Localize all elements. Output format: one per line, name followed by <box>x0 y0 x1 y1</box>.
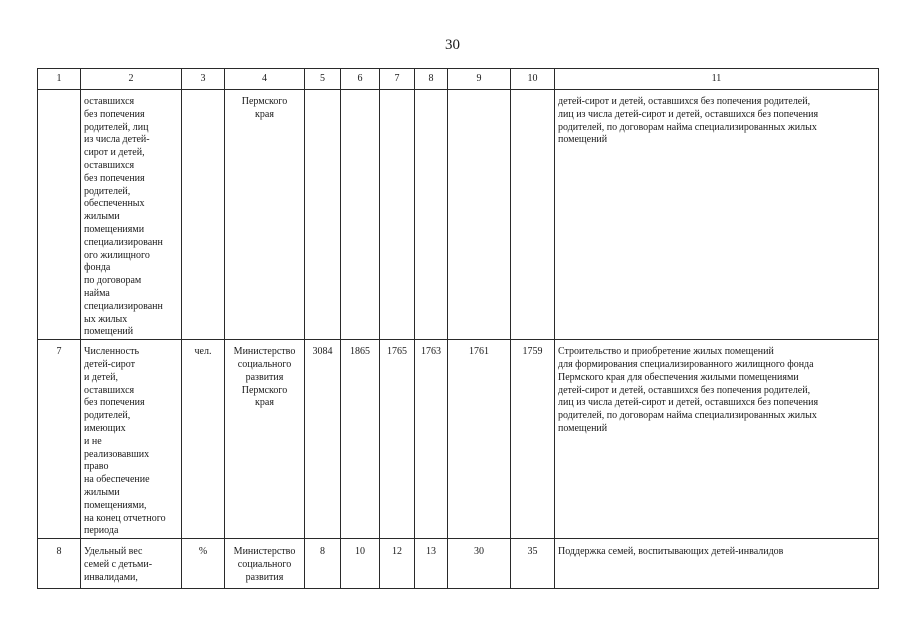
row-cont-measures: детей-сирот и детей, оставшихся без попечения родителей, лиц из числа детей-сирот и детей, оставшихся без попечения родителей, по договорам найма специализированных жилых помещений <box>555 90 879 340</box>
row-7-responsible: Министерство социального развития Пермского края <box>225 340 305 539</box>
row-8-value-8: 13 <box>415 539 448 589</box>
row-8-value-10: 35 <box>511 539 555 589</box>
table-row <box>38 539 879 589</box>
row-cont-value-10 <box>511 90 555 340</box>
row-7-value-9: 1761 <box>448 340 511 539</box>
row-8-value-6: 10 <box>341 539 380 589</box>
row-cont-value-9 <box>448 90 511 340</box>
col-header-2: 2 <box>81 69 182 90</box>
row-7-value-7: 1765 <box>380 340 415 539</box>
row-cont-unit <box>182 90 225 340</box>
col-header-6: 6 <box>341 69 380 90</box>
row-8-indicator: Удельный вес семей с детьми- инвалидами, <box>81 539 182 589</box>
col-header-8: 8 <box>415 69 448 90</box>
col-header-3: 3 <box>182 69 225 90</box>
col-header-4: 4 <box>225 69 305 90</box>
row-7-value-6: 1865 <box>341 340 380 539</box>
row-7-value-8: 1763 <box>415 340 448 539</box>
row-8-unit: % <box>182 539 225 589</box>
row-cont-number <box>38 90 81 340</box>
row-8-number: 8 <box>38 539 81 589</box>
row-8-responsible: Министерство социального развития <box>225 539 305 589</box>
program-indicators-table <box>37 68 879 589</box>
col-header-10: 10 <box>511 69 555 90</box>
col-header-1: 1 <box>38 69 81 90</box>
row-7-measures: Строительство и приобретение жилых помещений для формирования специализированного жилищного фонда Пермского края для обеспечения жилыми помещениями детей-сирот и детей, оставшихся без попечения родителей, лиц из числа детей-сирот и детей, оставшихся без попечения родителей, по договорам найма специализированных жилых помещений <box>555 340 879 539</box>
row-cont-value-8 <box>415 90 448 340</box>
row-8-measures: Поддержка семей, воспитывающих детей-инвалидов <box>555 539 879 589</box>
row-8-value-5: 8 <box>305 539 341 589</box>
col-header-9: 9 <box>448 69 511 90</box>
row-7-value-5: 3084 <box>305 340 341 539</box>
col-header-5: 5 <box>305 69 341 90</box>
page-number: 30 <box>445 37 460 53</box>
row-8-value-7: 12 <box>380 539 415 589</box>
row-cont-value-6 <box>341 90 380 340</box>
table-row <box>38 340 879 539</box>
col-header-11: 11 <box>555 69 879 90</box>
column-number-row <box>38 69 879 90</box>
col-header-7: 7 <box>380 69 415 90</box>
row-7-indicator: Численность детей-сирот и детей, оставшихся без попечения родителей, имеющих и не реализовавших право на обеспечение жилыми помещениями, на конец отчетного периода <box>81 340 182 539</box>
row-cont-indicator: оставшихся без попечения родителей, лиц из числа детей- сирот и детей, оставшихся без попечения родителей, обеспеченных жилыми помещениями специализированн ого жилищного фонда по договорам найма специализированн ых жилых помещений <box>81 90 182 340</box>
row-7-value-10: 1759 <box>511 340 555 539</box>
row-cont-value-7 <box>380 90 415 340</box>
row-cont-responsible: Пермского края <box>225 90 305 340</box>
row-7-number: 7 <box>38 340 81 539</box>
row-cont-value-5 <box>305 90 341 340</box>
table-row <box>38 90 879 340</box>
row-7-unit: чел. <box>182 340 225 539</box>
row-8-value-9: 30 <box>448 539 511 589</box>
